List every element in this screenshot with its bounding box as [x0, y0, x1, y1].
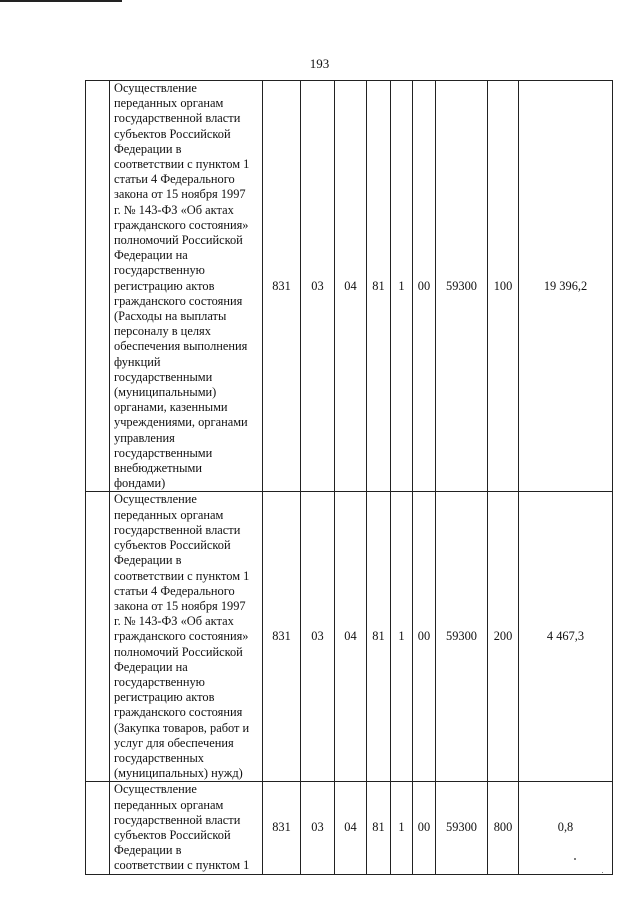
main-event-code-cell: 00 — [413, 81, 436, 492]
direction-code-cell: 59300 — [436, 782, 488, 874]
subprogram-code-cell: 1 — [391, 492, 413, 782]
section-code-cell: 03 — [301, 81, 335, 492]
budget-table — [85, 80, 613, 875]
program-code-cell: 81 — [367, 81, 391, 492]
ministry-code-cell: 831 — [263, 782, 301, 874]
row-number-cell — [86, 492, 110, 782]
direction-code-cell: 59300 — [436, 492, 488, 782]
scan-speck — [574, 858, 576, 860]
table-row — [86, 492, 613, 782]
amount-cell: 19 396,2 — [519, 81, 613, 492]
expense-type-code-cell: 800 — [488, 782, 519, 874]
expense-type-code-cell: 200 — [488, 492, 519, 782]
subsection-code-cell: 04 — [335, 81, 367, 492]
page-number: 193 — [309, 56, 330, 71]
expense-type-code-cell: 100 — [488, 81, 519, 492]
subsection-code-cell: 04 — [335, 782, 367, 874]
subsection-code-cell: 04 — [335, 492, 367, 782]
description-cell: Осуществление переданных органам государственной власти субъектов Российской Федерации в соответствии с пунктом 1 статьи 4 Федерального закона от 15 ноября 1997 г. № 143-ФЗ «Об актах гражданского состояния» полномочий Российской Федерации на государственную регистрацию актов гражданского состояния (Расходы на выплаты персоналу в целях обеспечения выполнения функций государственными (муниципальными) органами, казенными учреждениями, органами управления государственными внебюджетными фондами) — [110, 81, 263, 492]
amount-cell: 0,8 — [519, 782, 613, 874]
row-number-cell — [86, 81, 110, 492]
program-code-cell: 81 — [367, 492, 391, 782]
section-code-cell: 03 — [301, 492, 335, 782]
ministry-code-cell: 831 — [263, 492, 301, 782]
amount-cell: 4 467,3 — [519, 492, 613, 782]
section-code-cell: 03 — [301, 782, 335, 874]
subprogram-code-cell: 1 — [391, 81, 413, 492]
subprogram-code-cell: 1 — [391, 782, 413, 874]
row-number-cell — [86, 782, 110, 874]
main-event-code-cell: 00 — [413, 492, 436, 782]
main-event-code-cell: 00 — [413, 782, 436, 874]
table-row — [86, 782, 613, 874]
description-cell: Осуществление переданных органам государственной власти субъектов Российской Федерации в соответствии с пунктом 1 — [110, 782, 263, 874]
scan-speck — [602, 872, 603, 873]
top-rule — [0, 0, 122, 2]
ministry-code-cell: 831 — [263, 81, 301, 492]
program-code-cell: 81 — [367, 782, 391, 874]
description-cell: Осуществление переданных органам государственной власти субъектов Российской Федерации в соответствии с пунктом 1 статьи 4 Федерального закона от 15 ноября 1997 г. № 143-ФЗ «Об актах гражданского состояния» полномочий Российской Федерации на государственную регистрацию актов гражданского состояния (Закупка товаров, работ и услуг для обеспечения государственных (муниципальных) нужд) — [110, 492, 263, 782]
table-row — [86, 81, 613, 492]
direction-code-cell: 59300 — [436, 81, 488, 492]
